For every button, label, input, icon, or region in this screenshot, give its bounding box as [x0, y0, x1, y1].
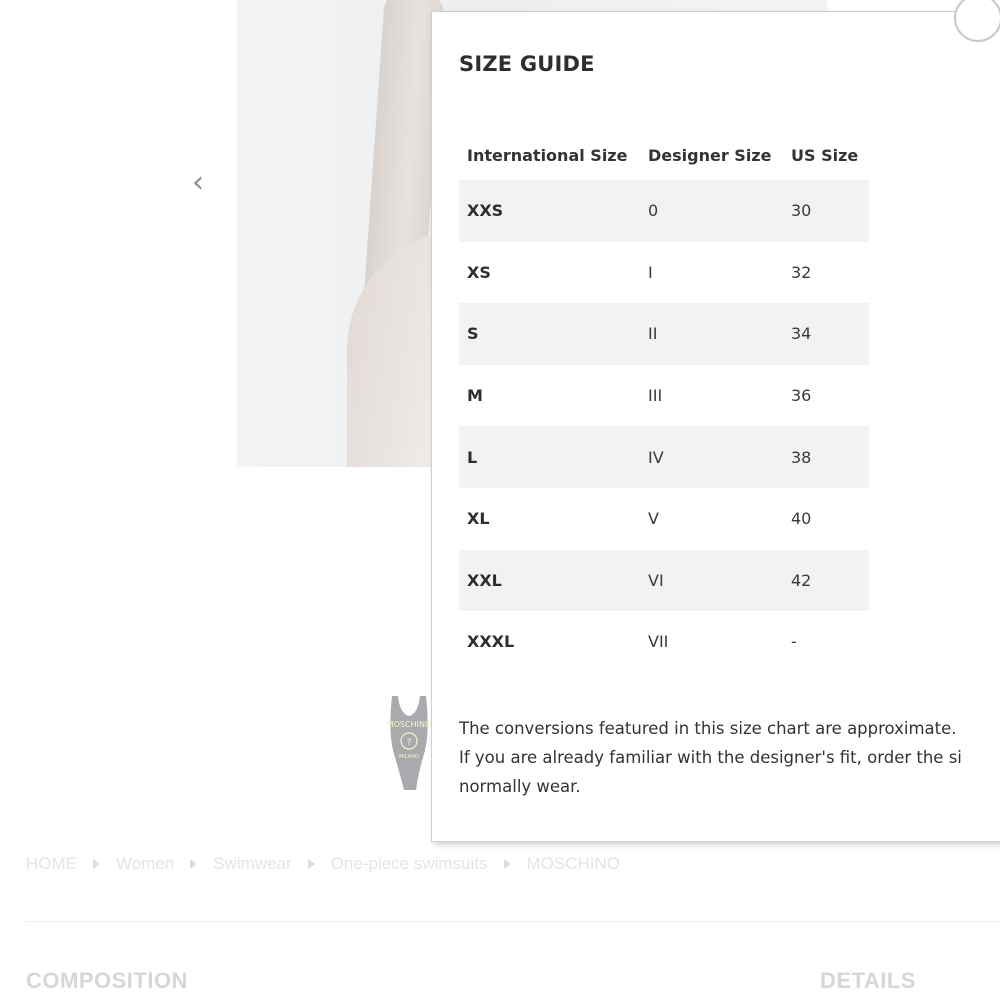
- thumbnail-brand-text: MOSCHINO: [386, 720, 432, 729]
- us-size-cell: 40: [791, 509, 812, 529]
- caret-right-icon: [308, 859, 315, 869]
- divider: [26, 921, 1000, 922]
- column-header-us: US Size: [791, 145, 859, 165]
- table-row: [459, 365, 869, 427]
- table-row: [459, 303, 869, 365]
- international-size-cell: XXS: [459, 180, 640, 242]
- us-size-cell: 34: [783, 303, 869, 365]
- size-table: [459, 130, 869, 673]
- table-header-row: [459, 130, 869, 180]
- breadcrumb-swimwear[interactable]: Swimwear: [213, 854, 292, 873]
- size-note: [459, 714, 1000, 801]
- caret-right-icon: [190, 859, 197, 869]
- column-header-international: International Size: [467, 145, 628, 165]
- size-note-line: normally wear.: [459, 777, 581, 796]
- table-row: [459, 488, 869, 550]
- size-note-line: The conversions featured in this size chart are approximate.: [459, 719, 957, 738]
- us-size-cell: 32: [791, 262, 812, 282]
- international-size-cell: S: [459, 303, 640, 365]
- breadcrumb-women[interactable]: Women: [116, 854, 175, 873]
- designer-size-cell: IV: [640, 426, 783, 488]
- composition-heading[interactable]: COMPOSITION: [26, 968, 188, 993]
- international-size-cell: XL: [467, 509, 490, 529]
- international-size-cell: XXL: [459, 550, 640, 612]
- table-row: [459, 242, 869, 304]
- international-size-cell: XXXL: [467, 632, 515, 652]
- us-size-cell: 36: [791, 386, 812, 406]
- chevron-left-icon[interactable]: ‹: [192, 165, 204, 200]
- designer-size-cell: III: [648, 386, 663, 406]
- close-button[interactable]: [954, 0, 1000, 42]
- size-guide-modal: [431, 11, 1000, 842]
- caret-right-icon: [504, 859, 511, 869]
- us-size-cell: 30: [783, 180, 869, 242]
- svg-text:?: ?: [406, 738, 412, 748]
- us-size-cell: 42: [783, 550, 869, 612]
- modal-title: SIZE GUIDE: [459, 52, 595, 76]
- breadcrumb-home[interactable]: HOME: [26, 854, 77, 873]
- thumbnail-sub-text: MILANO: [399, 754, 419, 760]
- caret-right-icon: [93, 859, 100, 869]
- breadcrumb-brand[interactable]: MOSCHINO: [526, 854, 620, 873]
- breadcrumb-one-piece[interactable]: One-piece swimsuits: [330, 854, 488, 873]
- international-size-cell: L: [459, 426, 640, 488]
- designer-size-cell: V: [648, 509, 659, 529]
- breadcrumb: [26, 852, 620, 876]
- designer-size-cell: VII: [648, 632, 669, 652]
- column-header-designer: Designer Size: [648, 145, 772, 165]
- table-row: [459, 611, 869, 673]
- us-size-cell: 38: [783, 426, 869, 488]
- international-size-cell: M: [467, 386, 483, 406]
- designer-size-cell: 0: [640, 180, 783, 242]
- product-thumbnail[interactable]: [386, 694, 432, 792]
- table-row: [459, 426, 869, 488]
- details-heading[interactable]: DETAILS: [820, 968, 916, 993]
- international-size-cell: XS: [467, 262, 491, 282]
- designer-size-cell: VI: [640, 550, 783, 612]
- size-note-line: If you are already familiar with the designer's fit, order the si: [459, 748, 962, 767]
- table-row: [459, 180, 869, 242]
- us-size-cell: -: [791, 632, 797, 652]
- designer-size-cell: II: [640, 303, 783, 365]
- table-row: [459, 550, 869, 612]
- designer-size-cell: I: [648, 262, 653, 282]
